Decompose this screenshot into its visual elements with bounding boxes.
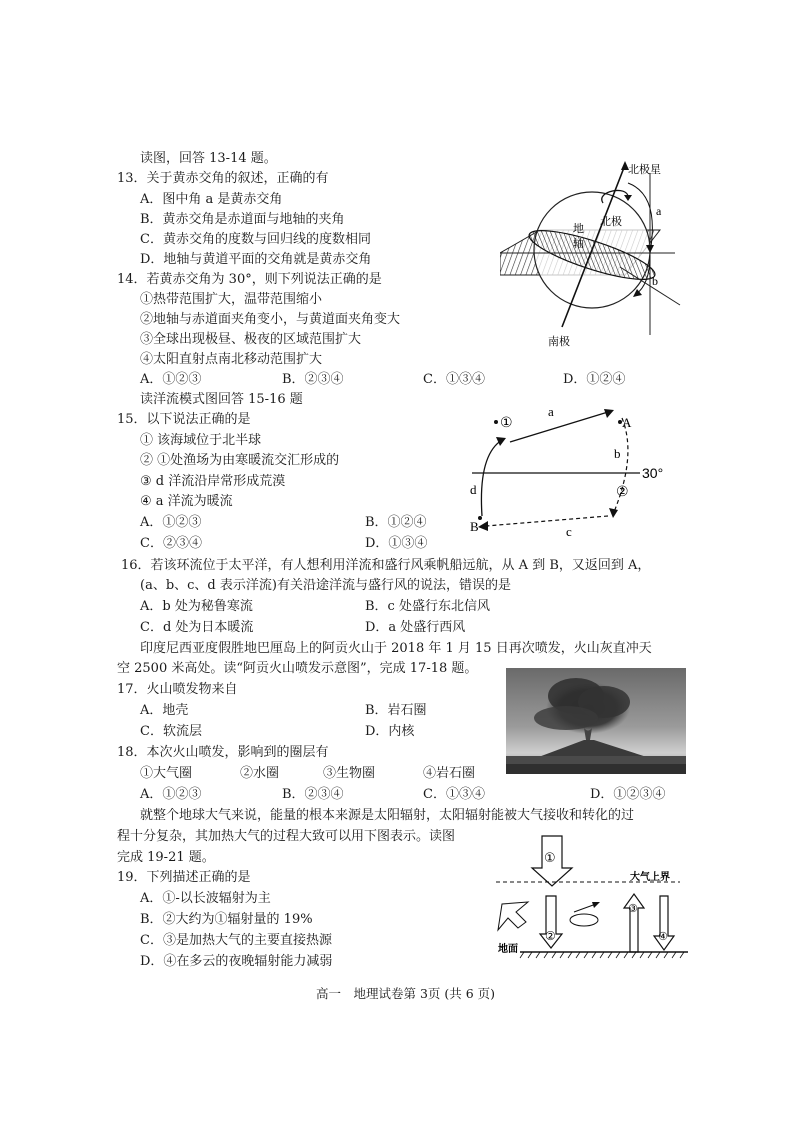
angle-b-label: b	[652, 274, 658, 288]
q16-stem-line1: 16．若该环流位于太平洋，有人想利用洋流和盛行风乘帆船远航，从 A 到 B，又返回到 A，	[121, 558, 651, 573]
angle-a-label: a	[656, 204, 662, 218]
arrow-4-label: ④	[658, 930, 668, 943]
q18-statement-4: ④岩石圈	[423, 766, 476, 781]
intro-15-16: 读洋流模式图回答 15-16 题	[140, 392, 303, 407]
south-pole-label: 南极	[548, 336, 570, 348]
intro-19-21-line1: 就整个地球大气来说，能量的根本来源是太阳辐射，太阳辐射能被大气接收和转化的过	[140, 808, 635, 823]
q18-option-a: A．①②③	[140, 787, 202, 802]
point-2-label: ②	[616, 484, 629, 500]
volcano-eruption-photo	[506, 668, 686, 774]
point-b-upper-label: B	[470, 519, 479, 534]
axis-label-1: 地	[573, 223, 584, 235]
page-footer: 高一 地理试卷第 3页 (共 6 页)	[316, 986, 496, 1001]
intro-17-18-line2: 空 2500 米高处。读“阿贡火山喷发示意图”，完成 17-18 题。	[117, 661, 478, 676]
q18-option-c: C．①③④	[423, 787, 485, 802]
q19-stem: 19．下列描述正确的是	[117, 870, 251, 885]
q18-option-d: D．①②③④	[590, 787, 666, 802]
q13-stem: 13．关于黄赤交角的叙述，正确的有	[117, 171, 329, 186]
q18-stem: 18．本次火山喷发，影响到的圈层有	[117, 745, 329, 760]
q14-stem: 14．若黄赤交角为 30°，则下列说法正确的是	[117, 272, 382, 287]
current-b-label: b	[614, 446, 621, 461]
q19-option-a: A．①-以长波辐射为主	[140, 891, 271, 906]
current-d-label: d	[470, 482, 477, 497]
obliquity-diagram	[500, 155, 690, 355]
q15-option-a: A．①②③	[140, 515, 202, 530]
q17-option-d: D．内核	[365, 724, 415, 739]
q15-option-d: D．①③④	[365, 536, 428, 551]
q16-option-c: C．d 处为日本暖流	[140, 620, 254, 635]
ground-label: 地面	[498, 944, 518, 955]
q14-statement-3: ③全球出现极昼、极夜的区域范围扩大	[140, 332, 362, 347]
intro-13-14: 读图，回答 13-14 题。	[140, 151, 277, 166]
q14-statement-1: ①热带范围扩大，温带范围缩小	[140, 292, 323, 307]
q13-option-b: B．黄赤交角是赤道面与地轴的夹角	[140, 212, 345, 227]
q14-option-d: D．①②④	[563, 372, 626, 387]
q17-option-a: A．地壳	[140, 703, 189, 718]
q16-stem-line2: (a、b、c、d 表示洋流)有关沿途洋流与盛行风的说法，错误的是	[140, 578, 511, 593]
intro-19-21-line3: 完成 19-21 题。	[117, 850, 215, 865]
q14-option-a: A．①②③	[140, 372, 202, 387]
q15-statement-2: ② ①处渔场为由寒暖流交汇形成的	[140, 453, 340, 468]
arrow-2-label: ②	[545, 929, 556, 943]
current-c-label: c	[566, 524, 572, 539]
q17-option-b: B．岩石圈	[365, 703, 427, 718]
q15-statement-4: ④ a 洋流为暖流	[140, 494, 233, 509]
atmosphere-heating-diagram	[492, 832, 692, 962]
q18-statement-1: ①大气圈	[140, 766, 193, 781]
point-1-label: ①	[500, 415, 513, 431]
q19-option-d: D．④在多云的夜晚辐射能力减弱	[140, 954, 333, 969]
intro-19-21-line2: 程十分复杂，其加热大气的过程大致可以用下图表示。读图	[117, 829, 456, 844]
q19-option-c: C．③是加热大气的主要直接热源	[140, 933, 332, 948]
axis-label-2: 轴	[573, 238, 584, 250]
q17-stem: 17．火山喷发物来自	[117, 682, 238, 697]
q14-option-c: C．①③④	[423, 372, 485, 387]
q15-statement-1: ① 该海域位于北半球	[140, 433, 262, 448]
q18-option-b: B．②③④	[282, 787, 344, 802]
q14-statement-2: ②地轴与赤道面夹角变小，与黄道面夹角变大	[140, 312, 401, 327]
q16-option-d: D．a 处盛行西风	[365, 620, 466, 635]
q13-option-a: A．图中角 a 是黄赤交角	[140, 192, 283, 207]
q14-statement-4: ④太阳直射点南北移动范围扩大	[140, 352, 323, 367]
polaris-label: 北极星	[628, 164, 661, 176]
q15-statement-3: ③ d 洋流沿岸常形成荒漠	[140, 474, 286, 489]
q16-option-b: B．c 处盛行东北信风	[365, 599, 490, 614]
arrow-3-label: ③	[628, 902, 638, 915]
q15-option-c: C．②③④	[140, 536, 202, 551]
q18-statement-2: ②水圈	[240, 766, 280, 781]
ocean-current-diagram	[462, 400, 692, 540]
q14-option-b: B．②③④	[282, 372, 344, 387]
intro-17-18-line1: 印度尼西亚度假胜地巴厘岛上的阿贡火山于 2018 年 1 月 15 日再次喷发，火山灰直冲天	[140, 641, 652, 656]
q13-option-c: C．黄赤交角的度数与回归线的度数相同	[140, 232, 371, 247]
q15-option-b: B．①②④	[365, 515, 427, 530]
arrow-1-label: ①	[544, 851, 556, 866]
q18-statement-3: ③生物圈	[323, 766, 376, 781]
current-a-label: a	[548, 404, 554, 419]
q16-option-a: A．b 处为秘鲁寒流	[140, 599, 253, 614]
point-a-upper-label: A	[622, 415, 632, 430]
atmosphere-top-label: 大气上界	[630, 872, 670, 883]
latitude-30-label: 30°	[642, 465, 664, 481]
q13-option-d: D．地轴与黄道平面的交角就是黄赤交角	[140, 252, 372, 267]
q19-option-b: B．②大约为①辐射量的 19%	[140, 912, 313, 927]
north-pole-label: 北极	[600, 216, 622, 228]
q15-stem: 15．以下说法正确的是	[117, 412, 251, 427]
q17-option-c: C．软流层	[140, 724, 202, 739]
